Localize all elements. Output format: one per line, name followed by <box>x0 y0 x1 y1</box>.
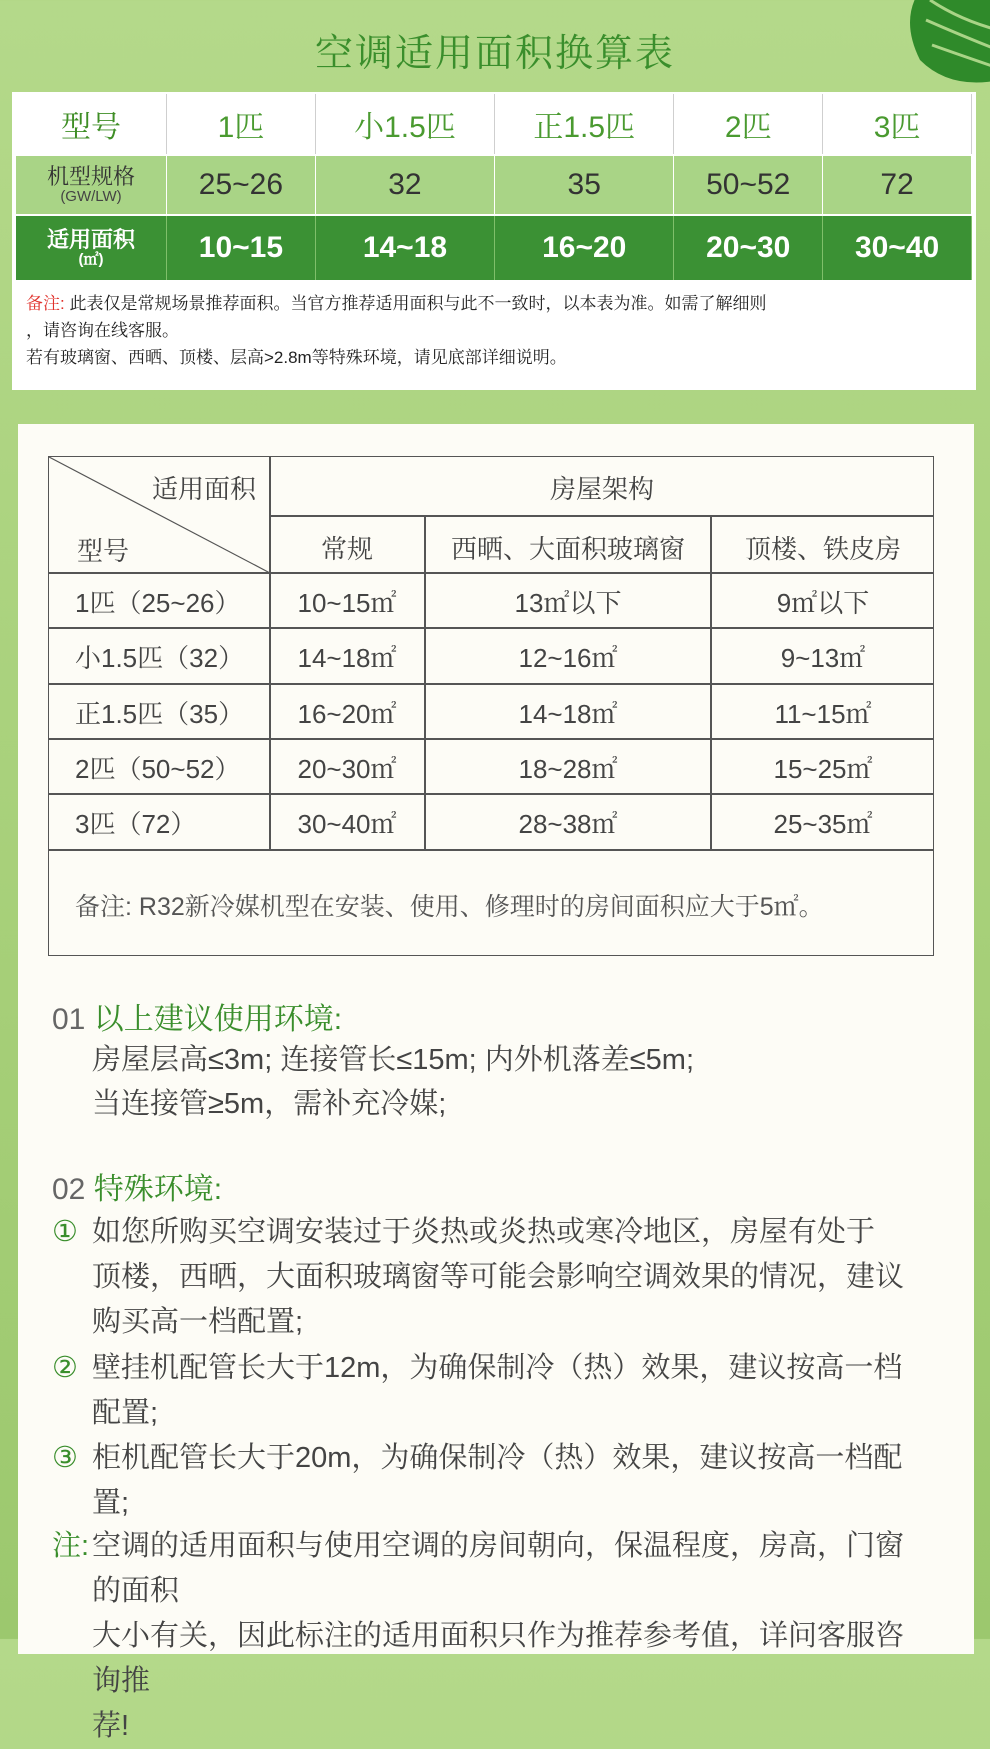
special-item-1: ① 如您所购买空调安装过于炎热或炎热或寒冷地区，房屋有处于 顶楼，西晒，大面积玻璃窗等可能会影响空调效果的情况，建议 购买高一档配置; <box>52 1216 905 1338</box>
circled-1-icon: ① <box>52 1216 78 1248</box>
row-value: 9㎡以下 <box>776 588 870 618</box>
section-heading-02: 02 特殊环境: <box>52 1173 223 1206</box>
special-item-2: ② 壁挂机配管长大于12m，为确保制冷（热）效果，建议按高一档 配置; <box>52 1352 903 1429</box>
row-model: 2匹（50~52） <box>75 754 241 784</box>
row-value: 25~35㎡ <box>773 809 873 839</box>
detail-table <box>48 456 934 956</box>
row-value: 30~40㎡ <box>297 809 397 839</box>
spec-cell: 32 <box>315 155 494 215</box>
summary-note: 备注: 此表仅是常规场景推荐面积。当官方推荐适用面积与此不一致时，以本表为准。如需了解细则 ，请咨询在线客服。 若有玻璃窗、西晒、顶楼、层高>2.8m等特殊环境，请见底部详细说明。 <box>26 294 767 367</box>
row-value: 9~13㎡ <box>780 643 866 673</box>
area-cell: 30~40 <box>823 215 972 280</box>
row-value: 18~28㎡ <box>518 754 618 784</box>
row-value: 28~38㎡ <box>518 809 618 839</box>
final-note: 注: 空调的适用面积与使用空调的房间朝向，保温程度，房高，门窗的面积 大小有关，因此标注的适用面积只作为推荐参考值，详问客服咨询推 荐! <box>52 1530 905 1742</box>
row-value: 10~15㎡ <box>297 588 397 618</box>
detail-panel <box>18 424 974 1742</box>
area-cell: 16~20 <box>495 215 674 280</box>
corner-header-area: 适用面积 <box>151 474 256 504</box>
circled-3-icon: ③ <box>52 1442 78 1474</box>
model-cell: 正1.5匹 <box>495 94 674 155</box>
row-value: 12~16㎡ <box>518 643 618 673</box>
group-header: 房屋架构 <box>549 474 654 504</box>
row-value: 11~15㎡ <box>774 699 872 729</box>
row-value: 14~18㎡ <box>297 643 397 673</box>
column-header: 顶楼、铁皮房 <box>744 534 901 564</box>
row-value: 14~18㎡ <box>518 699 618 729</box>
row-model: 3匹（72） <box>75 809 197 839</box>
model-header: 型号 <box>16 94 167 155</box>
model-row <box>16 94 972 155</box>
model-cell: 1匹 <box>167 94 316 155</box>
model-cell: 2匹 <box>674 94 823 155</box>
circled-2-icon: ② <box>52 1352 78 1384</box>
summary-table <box>16 94 972 280</box>
area-cell: 20~30 <box>674 215 823 280</box>
column-header: 西晒、大面积玻璃窗 <box>450 534 685 564</box>
area-header: 适用面积 (㎡) <box>16 215 167 280</box>
model-cell: 小1.5匹 <box>315 94 494 155</box>
row-value: 13㎡以下 <box>514 588 622 618</box>
corner-header-model: 型号 <box>77 536 130 566</box>
spec-cell: 25~26 <box>167 155 316 215</box>
column-header: 常规 <box>320 534 373 564</box>
spec-cell: 72 <box>823 155 972 215</box>
row-model: 1匹（25~26） <box>75 588 241 618</box>
model-cell: 3匹 <box>823 94 972 155</box>
spec-row <box>16 155 972 215</box>
spec-cell: 50~52 <box>674 155 823 215</box>
area-cell: 10~15 <box>167 215 316 280</box>
spec-header: 机型规格 (GW/LW) <box>16 155 167 215</box>
grid-note: 备注: R32新冷媒机型在安装、使用、修理时的房间面积应大于5㎡。 <box>75 893 824 921</box>
row-model: 小1.5匹（32） <box>75 643 245 673</box>
area-cell: 14~18 <box>315 215 494 280</box>
row-value: 15~25㎡ <box>773 754 873 784</box>
section-heading-01: 01 以上建议使用环境: <box>52 1003 343 1036</box>
page-title: 空调适用面积换算表 <box>314 33 675 75</box>
spec-cell: 35 <box>495 155 674 215</box>
section-01-text: 房屋层高≤3m; 连接管长≤15m; 内外机落差≤5m; 当连接管≥5m，需补充冷媒; <box>92 1044 695 1120</box>
row-value: 20~30㎡ <box>297 754 397 784</box>
row-value: 16~20㎡ <box>297 699 397 729</box>
row-model: 正1.5匹（35） <box>75 699 245 729</box>
special-item-3: ③ 柜机配管长大于20m，为确保制冷（热）效果，建议按高一档配 置; <box>52 1442 903 1519</box>
area-row <box>16 215 972 280</box>
